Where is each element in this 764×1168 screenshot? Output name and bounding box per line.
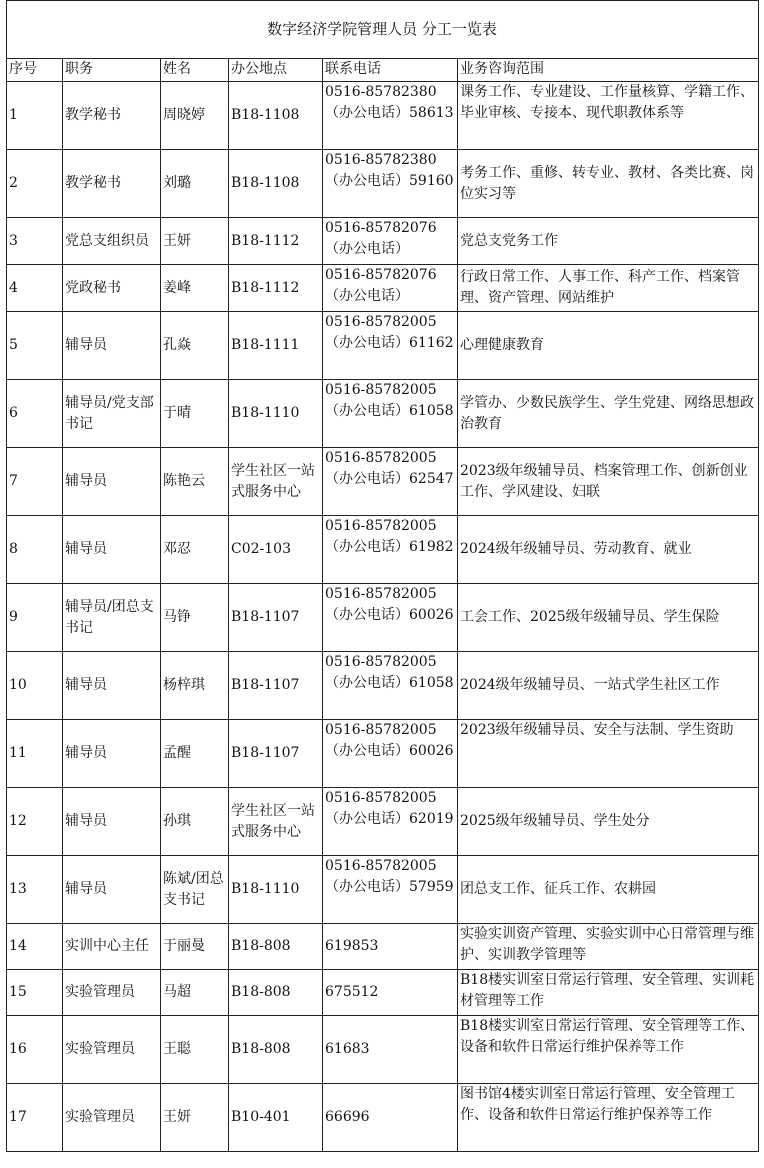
row-scope: 考务工作、重修、转专业、教材、各类比赛、岗位实习等	[458, 150, 759, 218]
row-number: 17	[7, 1084, 63, 1152]
row-number: 8	[7, 516, 63, 584]
row-office: B18-1112	[229, 265, 323, 312]
table-row	[7, 1084, 759, 1152]
row-scope: 团总支工作、征兵工作、农耕园	[458, 856, 759, 924]
row-role: 辅导员	[63, 788, 161, 856]
row-office: B18-1110	[229, 856, 323, 924]
table-row	[7, 652, 759, 720]
row-number: 11	[7, 720, 63, 788]
table-row	[7, 970, 759, 1016]
row-number: 1	[7, 82, 63, 150]
row-scope: 图书馆4楼实训室日常运行管理、安全管理工作、设备和软件日常运行维护保养等工作	[458, 1084, 759, 1152]
row-office: B18-1112	[229, 218, 323, 265]
row-phone: 0516-85782005（办公电话）61162	[323, 312, 458, 380]
header-office: 办公地点	[229, 59, 323, 82]
row-role: 教学秘书	[63, 82, 161, 150]
row-number: 9	[7, 584, 63, 652]
table-row	[7, 584, 759, 652]
table-row	[7, 448, 759, 516]
table-row	[7, 380, 759, 448]
row-scope: 心理健康教育	[458, 312, 759, 380]
table-row	[7, 82, 759, 150]
row-scope: 党总支党务工作	[458, 218, 759, 265]
row-name: 孙琪	[161, 788, 229, 856]
row-phone: 0516-85782005（办公电话）62019	[323, 788, 458, 856]
row-scope: B18楼实训室日常运行管理、安全管理等工作、设备和软件日常运行维护保养等工作	[458, 1016, 759, 1084]
table-row	[7, 218, 759, 265]
row-scope: 学管办、少数民族学生、学生党建、网络思想政治教育	[458, 380, 759, 448]
row-name: 于晴	[161, 380, 229, 448]
row-phone: 0516-85782005（办公电话）60026	[323, 720, 458, 788]
table-row	[7, 1016, 759, 1084]
table-row	[7, 312, 759, 380]
row-role: 党政秘书	[63, 265, 161, 312]
row-phone: 619853	[323, 924, 458, 970]
row-number: 15	[7, 970, 63, 1016]
row-phone: 675512	[323, 970, 458, 1016]
row-name: 王聪	[161, 1016, 229, 1084]
row-scope: B18楼实训室日常运行管理、安全管理、实训耗材管理等工作	[458, 970, 759, 1016]
table-row	[7, 150, 759, 218]
row-office: B10-401	[229, 1084, 323, 1152]
row-scope: 2024级年级辅导员、一站式学生社区工作	[458, 652, 759, 720]
header-row	[7, 59, 759, 82]
row-number: 10	[7, 652, 63, 720]
row-name: 马超	[161, 970, 229, 1016]
row-name: 周晓婷	[161, 82, 229, 150]
row-role: 实验管理员	[63, 970, 161, 1016]
row-scope: 实验实训资产管理、实验实训中心日常管理与维护、实训教学管理等	[458, 924, 759, 970]
table-row	[7, 788, 759, 856]
row-phone: 61683	[323, 1016, 458, 1084]
row-name: 王妍	[161, 218, 229, 265]
row-office: B18-808	[229, 1016, 323, 1084]
row-role: 实验管理员	[63, 1016, 161, 1084]
row-office: B18-1108	[229, 150, 323, 218]
row-role: 辅导员	[63, 720, 161, 788]
row-role: 辅导员	[63, 856, 161, 924]
row-scope: 课务工作、专业建设、工作量核算、学籍工作、毕业审核、专接本、现代职教体系等	[458, 82, 759, 150]
table-row	[7, 265, 759, 312]
row-name: 马铮	[161, 584, 229, 652]
row-number: 7	[7, 448, 63, 516]
row-phone: 0516-85782380（办公电话）58613	[323, 82, 458, 150]
row-role: 实训中心主任	[63, 924, 161, 970]
row-name: 陈艳云	[161, 448, 229, 516]
row-office: B18-1107	[229, 720, 323, 788]
staff-division-table	[6, 0, 759, 1152]
row-scope: 2024级年级辅导员、劳动教育、就业	[458, 516, 759, 584]
header-phone: 联系电话	[323, 59, 458, 82]
row-name: 于丽曼	[161, 924, 229, 970]
row-name: 姜峰	[161, 265, 229, 312]
header-name: 姓名	[161, 59, 229, 82]
row-number: 2	[7, 150, 63, 218]
row-number: 4	[7, 265, 63, 312]
row-name: 王妍	[161, 1084, 229, 1152]
row-number: 12	[7, 788, 63, 856]
row-scope: 2023级年级辅导员、安全与法制、学生资助	[458, 720, 759, 788]
row-name: 孟醒	[161, 720, 229, 788]
row-name: 邓忍	[161, 516, 229, 584]
row-office: B18-1107	[229, 584, 323, 652]
row-phone: 0516-85782005（办公电话）61058	[323, 380, 458, 448]
row-phone: 0516-85782005（办公电话）60026	[323, 584, 458, 652]
row-number: 16	[7, 1016, 63, 1084]
table-row	[7, 924, 759, 970]
row-name: 刘璐	[161, 150, 229, 218]
row-role: 辅导员	[63, 312, 161, 380]
row-role: 辅导员/党支部书记	[63, 380, 161, 448]
row-name: 陈斌/团总支书记	[161, 856, 229, 924]
row-role: 辅导员	[63, 448, 161, 516]
row-office: 学生社区一站式服务中心	[229, 448, 323, 516]
row-number: 3	[7, 218, 63, 265]
header-no: 序号	[7, 59, 63, 82]
row-phone: 0516-85782076（办公电话）	[323, 265, 458, 312]
row-role: 实验管理员	[63, 1084, 161, 1152]
row-scope: 2023级年级辅导员、档案管理工作、创新创业工作、学风建设、妇联	[458, 448, 759, 516]
row-phone: 0516-85782005（办公电话）61058	[323, 652, 458, 720]
row-number: 5	[7, 312, 63, 380]
row-office: B18-1107	[229, 652, 323, 720]
row-number: 6	[7, 380, 63, 448]
table-row	[7, 720, 759, 788]
row-scope: 工会工作、2025级年级辅导员、学生保险	[458, 584, 759, 652]
row-office: B18-808	[229, 970, 323, 1016]
table-row	[7, 516, 759, 584]
row-number: 13	[7, 856, 63, 924]
row-scope: 2025级年级辅导员、学生处分	[458, 788, 759, 856]
row-scope: 行政日常工作、人事工作、科产工作、档案管理、资产管理、网站维护	[458, 265, 759, 312]
row-office: B18-808	[229, 924, 323, 970]
row-role: 辅导员	[63, 516, 161, 584]
header-scope: 业务咨询范围	[458, 59, 759, 82]
row-role: 辅导员/团总支书记	[63, 584, 161, 652]
row-name: 杨梓琪	[161, 652, 229, 720]
row-phone: 0516-85782380（办公电话）59160	[323, 150, 458, 218]
row-office: B18-1110	[229, 380, 323, 448]
row-office: B18-1111	[229, 312, 323, 380]
row-role: 教学秘书	[63, 150, 161, 218]
row-role: 党总支组织员	[63, 218, 161, 265]
table-row	[7, 856, 759, 924]
row-phone: 0516-85782005（办公电话）61982	[323, 516, 458, 584]
row-phone: 66696	[323, 1084, 458, 1152]
row-phone: 0516-85782076（办公电话）	[323, 218, 458, 265]
row-number: 14	[7, 924, 63, 970]
row-office: 学生社区一站式服务中心	[229, 788, 323, 856]
row-phone: 0516-85782005（办公电话）57959	[323, 856, 458, 924]
row-office: C02-103	[229, 516, 323, 584]
row-name: 孔焱	[161, 312, 229, 380]
header-role: 职务	[63, 59, 161, 82]
row-phone: 0516-85782005（办公电话）62547	[323, 448, 458, 516]
row-role: 辅导员	[63, 652, 161, 720]
table-title: 数字经济学院管理人员 分工一览表	[7, 1, 759, 59]
row-office: B18-1108	[229, 82, 323, 150]
